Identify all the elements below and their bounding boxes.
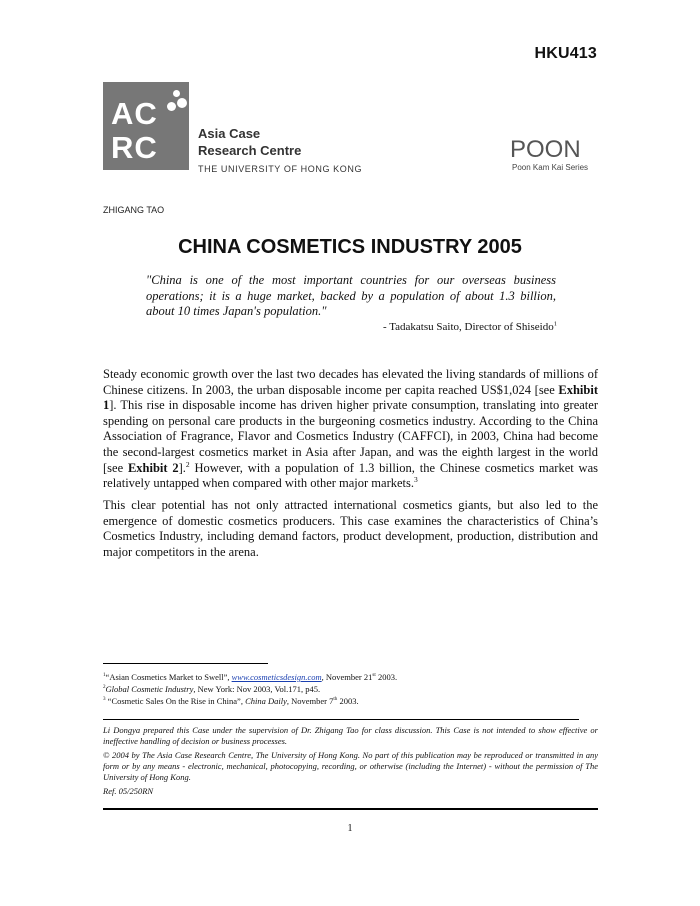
author: ZHIGANG TAO xyxy=(103,205,165,215)
poon-series-logo: POON xyxy=(510,136,581,163)
ordinal-suffix: st xyxy=(372,672,376,679)
quote-attribution xyxy=(383,321,557,333)
para-text: Steady economic growth over the last two decades has elevated the living standards of millions of Chinese citizens. In 2003, the urban disposable income per capita reached US$1,024 [see xyxy=(103,367,598,397)
footnote-divider xyxy=(103,663,268,664)
institution-line-2: Research Centre xyxy=(198,143,302,158)
ordinal-suffix: th xyxy=(333,696,338,703)
footnote-text: , New York: Nov 2003, Vol.171, p45. xyxy=(193,684,321,694)
footnote-1 xyxy=(103,672,397,683)
footnote-number: 2 xyxy=(103,684,106,691)
document-title: CHINA COSMETICS INDUSTRY 2005 xyxy=(178,236,522,258)
acrc-logo xyxy=(103,82,189,170)
epigraph-quote: "China is one of the most important countries for our overseas business operations; it is a huge market, backed by a population of about 1.3 billion, about 10 times Japan's population." xyxy=(146,273,556,318)
footnote-text: “Asian Cosmetics Market to Swell”, xyxy=(105,672,232,682)
page-number: 1 xyxy=(347,823,353,834)
quote-attribution-text: - Tadakatsu Saito, Director of Shiseido xyxy=(382,321,554,333)
case-code: HKU413 xyxy=(534,45,597,62)
footnote-ref: 3 xyxy=(414,475,418,484)
institution-line-1: Asia Case xyxy=(198,126,261,141)
footnote-number: 3 xyxy=(103,696,106,703)
footnote-text: , November 7 xyxy=(286,696,334,706)
institution-university: THE UNIVERSITY OF HONG KONG xyxy=(198,164,363,174)
footnote-2 xyxy=(103,684,320,695)
copyright-note: © 2004 by The Asia Case Research Centre, The University of Hong Kong. No part of this publication may be reproduced or transmitted in any form or by any means - electronic, mechanical, photocopying, recording, or otherwise (including the Internet) - without the permission of The University of Hong Kong. xyxy=(103,750,598,782)
logo-dot xyxy=(177,98,187,108)
exhibit-ref: Exhibit 2 xyxy=(127,460,179,475)
footnote-ref: 1 xyxy=(553,320,557,328)
logo-dot xyxy=(173,90,180,97)
logo-letters-top: AC xyxy=(111,96,158,131)
footnote-text: 2003. xyxy=(375,672,398,682)
footer-divider xyxy=(103,719,579,720)
reference-number: Ref. 05/250RN xyxy=(103,786,154,796)
body-paragraph-1 xyxy=(103,367,598,492)
footnote-3 xyxy=(103,696,359,707)
footnote-source: Global Cosmetic Industry xyxy=(105,684,194,694)
footnote-link[interactable]: www.cosmeticsdesign.com xyxy=(231,672,322,682)
bottom-rule xyxy=(103,808,598,810)
footnote-number: 1 xyxy=(103,672,106,679)
footnote-text: 2003. xyxy=(337,696,359,706)
para-text: However, with a population of 1.3 billion, the Chinese cosmetics market was relatively untapped when compared with other major markets. xyxy=(103,460,598,491)
footnote-text: , November 21 xyxy=(321,672,373,682)
para-text: ]. This rise in disposable income has driven higher private consumption, translating into greater spending on personal care products in the burgeoning cosmetics industry. According to the China Association of Fragrance, Flavor and Cosmetics Industry (CAFFCI), in 2003, China had become the second-largest cosmetics market in Asia after Japan, and was the eighth largest in the world [see xyxy=(103,398,598,475)
body-paragraph-2: This clear potential has not only attracted international cosmetics giants, but also led to the emergence of domestic cosmetics producers. This case examines the characteristics of China’s Cosmetics Industry, including demand factors, product development, production, distribution and major competitors in the arena. xyxy=(103,498,598,559)
series-name: Poon Kam Kai Series xyxy=(512,163,589,172)
prepared-by-note: Li Dongya prepared this Case under the supervision of Dr. Zhigang Tao for class discussion. This Case is not intended to show effective or ineffective handling of decision or business processes. xyxy=(103,725,598,746)
para-text: ]. xyxy=(178,460,186,475)
footnote-ref: 2 xyxy=(185,459,190,469)
exhibit-ref: Exhibit 1 xyxy=(103,382,598,413)
footnote-source: China Daily xyxy=(245,696,287,706)
footnote-text: “Cosmetic Sales On the Rise in China”, xyxy=(105,696,246,706)
logo-letters-bottom: RC xyxy=(111,130,158,165)
logo-dot xyxy=(167,102,176,111)
